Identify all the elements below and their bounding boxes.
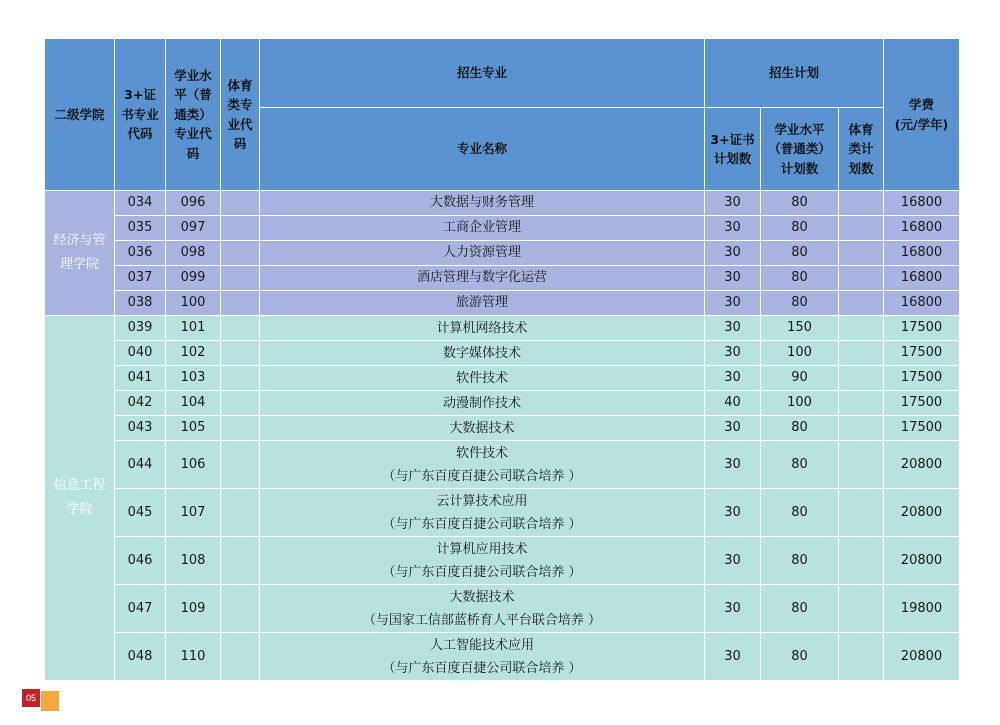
table-row (45, 316, 960, 341)
text-line: 学费 (909, 97, 935, 113)
fee-cell: 16800 (884, 241, 960, 266)
plan-sports-cell (839, 216, 884, 241)
level-code-cell: 102 (166, 341, 221, 366)
major-name-cell (260, 241, 705, 266)
text-line: 数字媒体技术 (442, 345, 521, 361)
plan-sports-cell (839, 391, 884, 416)
sports-code-cell (221, 585, 260, 633)
plan-level-cell: 80 (761, 441, 839, 489)
text-line: 旅游管理 (455, 295, 508, 310)
text-line: 码 (233, 135, 247, 151)
level-code-cell: 100 (166, 291, 221, 316)
fee-cell: 19800 (884, 585, 960, 633)
text-line: 划数 (848, 160, 874, 176)
plan-level-cell: 80 (761, 216, 839, 241)
text-line: 3+证 (124, 87, 156, 103)
cert-code-cell: 044 (115, 441, 166, 489)
fee-cell: 16800 (884, 266, 960, 291)
plan-cert-cell: 30 (705, 216, 761, 241)
text-line: 计划数 (713, 151, 752, 166)
table-row (45, 416, 960, 441)
fee-cell: 20800 (884, 633, 960, 681)
text-line: (元/学年) (894, 116, 949, 132)
header-fee (884, 39, 960, 191)
table-row (45, 291, 960, 316)
text-line: 大数据技术 (449, 589, 515, 605)
cert-code-cell: 045 (115, 489, 166, 537)
text-line: 计划数 (780, 160, 819, 176)
text-line: 工商企业管理 (442, 220, 521, 235)
text-line: 计算机网络技术 (436, 320, 528, 336)
plan-cert-cell: 30 (705, 489, 761, 537)
major-name-cell (260, 341, 705, 366)
plan-level-cell: 90 (761, 366, 839, 391)
header-plan-sports (839, 108, 884, 191)
text-line: 类计 (848, 141, 874, 157)
text-line: 理学院 (59, 257, 99, 272)
fee-cell: 20800 (884, 441, 960, 489)
fee-cell: 20800 (884, 537, 960, 585)
fee-cell: 20800 (884, 489, 960, 537)
text-line: 人力资源管理 (442, 245, 521, 260)
table-body (45, 191, 960, 681)
sports-code-cell (221, 416, 260, 441)
sports-code-cell (221, 633, 260, 681)
plan-level-cell: 80 (761, 291, 839, 316)
table-row (45, 489, 960, 537)
plan-sports-cell (839, 633, 884, 681)
cert-code-cell: 036 (115, 241, 166, 266)
cert-code-cell: 039 (115, 316, 166, 341)
fee-cell: 17500 (884, 316, 960, 341)
plan-sports-cell (839, 585, 884, 633)
plan-level-cell: 80 (761, 537, 839, 585)
page-decoration (41, 691, 59, 711)
plan-cert-cell: 40 (705, 391, 761, 416)
table-row (45, 341, 960, 366)
fee-cell: 17500 (884, 366, 960, 391)
text-line: 平（普 (174, 87, 212, 103)
major-name-cell (260, 391, 705, 416)
table-row (45, 391, 960, 416)
page-number: 05 (22, 689, 40, 707)
cert-code-cell: 034 (115, 191, 166, 216)
plan-cert-cell: 30 (705, 633, 761, 681)
text-line: 体育 (848, 121, 874, 137)
table-row (45, 633, 960, 681)
header-sports-code (221, 39, 260, 191)
plan-cert-cell: 30 (705, 585, 761, 633)
plan-cert-cell: 30 (705, 416, 761, 441)
level-code-cell: 103 (166, 366, 221, 391)
text-line: 业代 (227, 116, 253, 132)
level-code-cell: 110 (166, 633, 221, 681)
text-line: 人工智能技术应用 (429, 637, 534, 653)
plan-level-cell: 80 (761, 241, 839, 266)
plan-cert-cell: 30 (705, 441, 761, 489)
text-line: 云计算技术应用 (436, 493, 528, 509)
cert-code-cell: 038 (115, 291, 166, 316)
plan-cert-cell: 30 (705, 537, 761, 585)
plan-level-cell: 80 (761, 266, 839, 291)
table-row (45, 585, 960, 633)
major-name-cell (260, 266, 705, 291)
text-line: 动漫制作技术 (442, 395, 521, 411)
fee-cell: 17500 (884, 391, 960, 416)
college-name (45, 316, 115, 681)
header-college: 二级学院 (45, 39, 115, 191)
text-line: 经济与管 (53, 233, 106, 248)
plan-cert-cell: 30 (705, 241, 761, 266)
sports-code-cell (221, 441, 260, 489)
text-line: 酒店管理与数字化运营 (416, 270, 547, 285)
text-line: （与广东百度百捷公司联合培养 ） (382, 468, 582, 484)
text-line: 大数据技术 (449, 420, 515, 436)
level-code-cell: 099 (166, 266, 221, 291)
major-name-cell (260, 291, 705, 316)
plan-sports-cell (839, 241, 884, 266)
plan-level-cell: 80 (761, 489, 839, 537)
cert-code-cell: 046 (115, 537, 166, 585)
sports-code-cell (221, 489, 260, 537)
major-name-cell (260, 585, 705, 633)
text-line: （与广东百度百捷公司联合培养 ） (382, 516, 582, 532)
sports-code-cell (221, 266, 260, 291)
cert-code-cell: 047 (115, 585, 166, 633)
text-line: 代码 (127, 126, 153, 142)
text-line: 计算机应用技术 (436, 541, 528, 557)
plan-cert-cell: 30 (705, 366, 761, 391)
table-row (45, 191, 960, 216)
header-plan-level (761, 108, 839, 191)
level-code-cell: 098 (166, 241, 221, 266)
sports-code-cell (221, 391, 260, 416)
level-code-cell: 101 (166, 316, 221, 341)
major-name-cell (260, 416, 705, 441)
text-line: 3+证书 (710, 131, 755, 147)
table-row (45, 441, 960, 489)
plan-cert-cell: 30 (705, 191, 761, 216)
plan-level-cell: 80 (761, 585, 839, 633)
text-line: （普通类） (768, 141, 831, 157)
level-code-cell: 096 (166, 191, 221, 216)
text-line: （与广东百度百捷公司联合培养 ） (382, 564, 582, 580)
plan-level-cell: 80 (761, 191, 839, 216)
cert-code-cell: 042 (115, 391, 166, 416)
level-code-cell: 106 (166, 441, 221, 489)
sports-code-cell (221, 241, 260, 266)
table-row (45, 216, 960, 241)
cert-code-cell: 040 (115, 341, 166, 366)
text-line: 软件技术 (455, 370, 508, 386)
level-code-cell: 109 (166, 585, 221, 633)
text-line: 学业水平 (774, 121, 825, 137)
text-line: 类专 (227, 97, 253, 113)
table-row (45, 537, 960, 585)
text-line: 通类） (174, 106, 212, 122)
table-row (45, 266, 960, 291)
plan-sports-cell (839, 416, 884, 441)
fee-cell: 16800 (884, 216, 960, 241)
header-level-code (166, 39, 221, 191)
plan-level-cell: 100 (761, 391, 839, 416)
fee-cell: 17500 (884, 416, 960, 441)
fee-cell: 17500 (884, 341, 960, 366)
plan-cert-cell: 30 (705, 316, 761, 341)
text-line: （与国家工信部蓝桥育人平台联合培养 ） (362, 612, 602, 628)
plan-sports-cell (839, 489, 884, 537)
major-name-cell (260, 191, 705, 216)
plan-sports-cell (839, 537, 884, 585)
plan-level-cell: 80 (761, 416, 839, 441)
plan-level-cell: 100 (761, 341, 839, 366)
sports-code-cell (221, 216, 260, 241)
major-name-cell (260, 489, 705, 537)
cert-code-cell: 048 (115, 633, 166, 681)
text-line: 码 (186, 145, 200, 161)
text-line: 学业水 (174, 68, 212, 84)
major-name-cell (260, 537, 705, 585)
plan-sports-cell (839, 366, 884, 391)
text-line: 体育 (227, 77, 253, 93)
cert-code-cell: 043 (115, 416, 166, 441)
text-line: 软件技术 (455, 445, 508, 461)
sports-code-cell (221, 291, 260, 316)
sports-code-cell (221, 316, 260, 341)
level-code-cell: 108 (166, 537, 221, 585)
major-name-cell (260, 216, 705, 241)
plan-sports-cell (839, 316, 884, 341)
plan-level-cell: 80 (761, 633, 839, 681)
college-name (45, 191, 115, 316)
plan-sports-cell (839, 291, 884, 316)
level-code-cell: 105 (166, 416, 221, 441)
sports-code-cell (221, 341, 260, 366)
major-name-cell (260, 366, 705, 391)
plan-sports-cell (839, 341, 884, 366)
major-name-cell (260, 633, 705, 681)
plan-sports-cell (839, 441, 884, 489)
plan-level-cell: 150 (761, 316, 839, 341)
sports-code-cell (221, 537, 260, 585)
cert-code-cell: 035 (115, 216, 166, 241)
level-code-cell: 097 (166, 216, 221, 241)
plan-cert-cell: 30 (705, 266, 761, 291)
header-plan-group: 招生计划 (705, 39, 884, 108)
text-line: 大数据与财务管理 (429, 195, 534, 210)
plan-cert-cell: 30 (705, 341, 761, 366)
level-code-cell: 107 (166, 489, 221, 537)
text-line: 书专业 (121, 106, 159, 122)
major-name-cell (260, 441, 705, 489)
major-name-cell (260, 316, 705, 341)
table-row (45, 366, 960, 391)
header-major-group: 招生专业 (260, 39, 705, 108)
text-line: （与广东百度百捷公司联合培养 ） (382, 660, 582, 676)
fee-cell: 16800 (884, 191, 960, 216)
text-line: 专业代 (174, 126, 212, 142)
plan-cert-cell: 30 (705, 291, 761, 316)
sports-code-cell (221, 191, 260, 216)
level-code-cell: 104 (166, 391, 221, 416)
plan-sports-cell (839, 266, 884, 291)
header-major-name: 专业名称 (260, 108, 705, 191)
text-line: 信息工程 (53, 478, 106, 493)
table-row (45, 241, 960, 266)
enrollment-table (44, 38, 960, 681)
plan-sports-cell (839, 191, 884, 216)
header-plan-cert (705, 108, 761, 191)
fee-cell: 16800 (884, 291, 960, 316)
header-cert-code (115, 39, 166, 191)
cert-code-cell: 041 (115, 366, 166, 391)
text-line: 学院 (66, 502, 93, 517)
sports-code-cell (221, 366, 260, 391)
cert-code-cell: 037 (115, 266, 166, 291)
